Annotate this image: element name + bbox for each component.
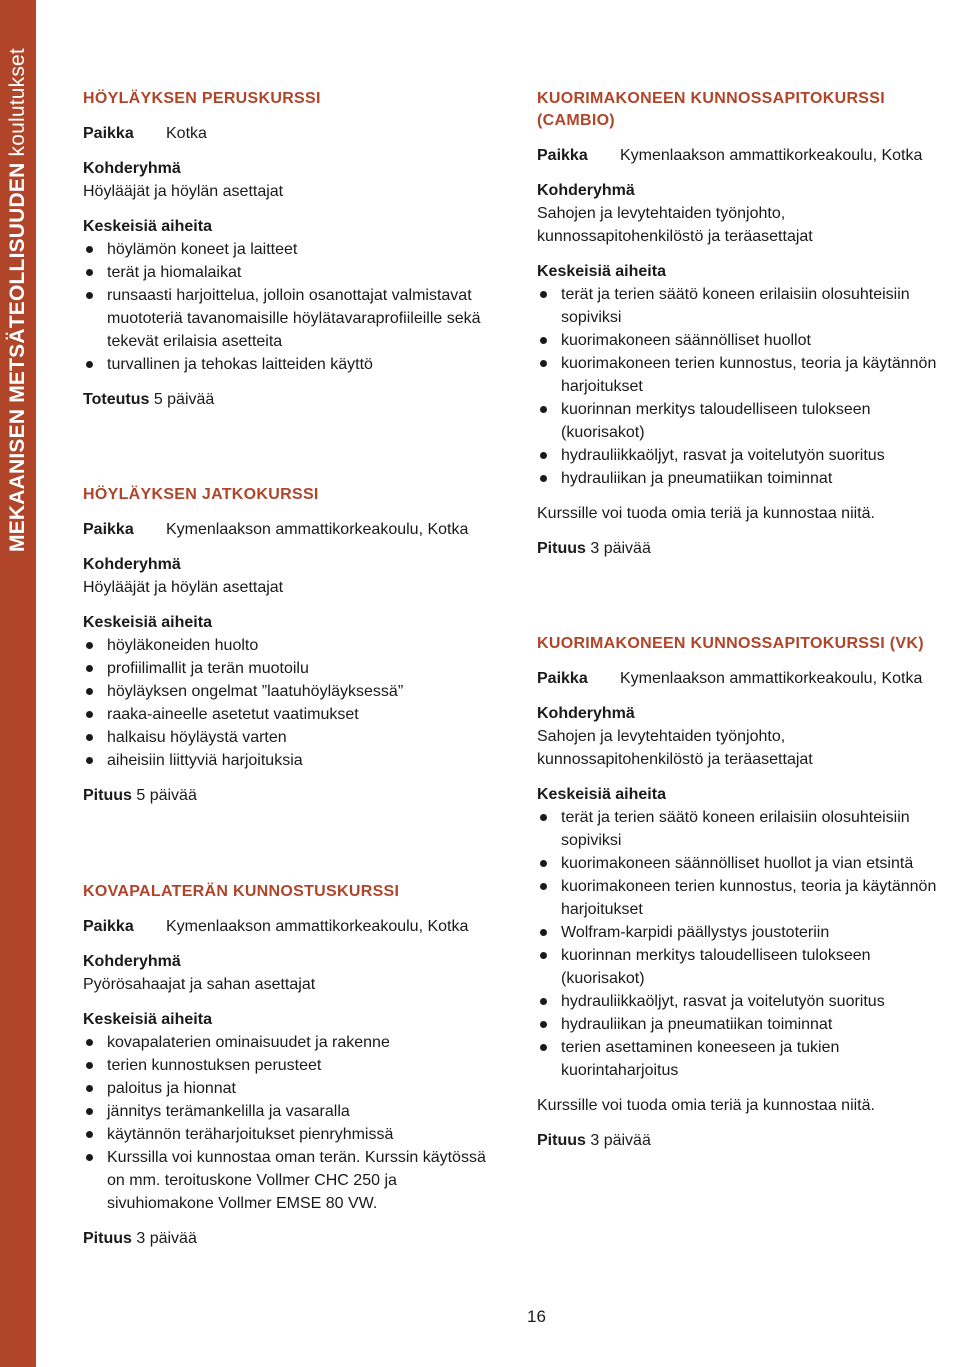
target-group-label: Kohderyhmä [83,160,181,177]
place-row [83,518,503,541]
place-value: Kymenlaakson ammattikorkeakoulu, Kotka [620,670,923,687]
duration-row [83,784,503,807]
topic-item: paloitus ja hionnat [83,1077,503,1100]
topics [83,611,503,772]
topic-item: profiilimallit ja terän muotoilu [83,657,503,680]
course-title: HÖYLÄYKSEN PERUSKURSSI [83,90,321,107]
place-label: Paikka [83,521,134,538]
topic-item: kuorinnan merkitys taloudelliseen tulokseen (kuorisakot) [537,398,871,444]
sidebar-title-light: koulutukset [6,48,29,157]
topic-item: höyläkoneiden huolto [83,634,503,657]
sidebar-title-bold: MEKAANISEN METSÄTEOLLISUUDEN [6,162,29,552]
duration-label: Pituus [83,787,132,804]
target-group-value: Höylääjät ja höylän asettajat [83,183,284,200]
topic-item: kuorimakoneen terien kunnostus, teoria ja käytännön harjoitukset [537,352,947,398]
course-kuorimakoneen-kunnossapito-cambio [537,88,947,560]
place-label: Paikka [83,918,134,935]
topic-item: kovapalaterien ominaisuudet ja rakenne [83,1031,503,1054]
place-row [83,915,503,938]
target-group-value: Sahojen ja levytehtaiden työnjohto, kunnossapitohenkilöstö ja teräasettajat [537,205,813,245]
duration-value: 3 päivää [590,540,651,557]
target-group [537,179,947,248]
topic-item: kuorimakoneen terien kunnostus, teoria ja käytännön harjoitukset [537,875,947,921]
target-group-label: Kohderyhmä [83,953,181,970]
topic-item: hydrauliikkaöljyt, rasvat ja voitelutyön suoritus [537,444,947,467]
place-row [83,122,503,145]
topics-label: Keskeisiä aiheita [537,786,666,803]
topics-list [83,1031,503,1215]
topic-item: käytännön teräharjoitukset pienryhmissä [83,1123,503,1146]
topic-item: kuorimakoneen säännölliset huollot [537,329,947,352]
topic-item: terien asettaminen koneeseen ja tukien kuorintaharjoitus [537,1036,861,1082]
topics-label: Keskeisiä aiheita [537,263,666,280]
duration-label: Pituus [537,1132,586,1149]
target-group [83,950,503,996]
duration-value: 3 päivää [590,1132,651,1149]
topics-list [83,238,503,376]
course-hoylayksen-jatkokurssi [83,484,503,807]
topic-item: Kurssilla voi kunnostaa oman terän. Kurssin käytössä on mm. teroituskone Vollmer CHC 250 ja sivuhiomakone Vollmer EMSE 80 VW. [83,1146,492,1215]
topic-item: terät ja terien säätö koneen erilaisiin olosuhteisiin sopiviksi [537,283,947,329]
course-title: HÖYLÄYKSEN JATKOKURSSI [83,486,319,503]
course-title: KUORIMAKONEEN KUNNOSSAPITOKURSSI (CAMBIO) [537,90,885,129]
duration-row [83,1227,503,1250]
sidebar-band [0,0,36,1367]
place-row [537,667,947,690]
course-title: KOVAPALATERÄN KUNNOSTUSKURSSI [83,883,400,900]
course-hoylayksen-peruskurssi [83,88,503,411]
topic-item: kuorinnan merkitys taloudelliseen tulokseen (kuorisakot) [537,944,871,990]
topic-item: terien kunnostuksen perusteet [83,1054,503,1077]
target-group-label: Kohderyhmä [537,182,635,199]
topic-item: runsaasti harjoittelua, jolloin osanottajat valmistavat muototeriä tavanomaisille höylätavaraprofiileille sekä tekevät erilaisia asetteita [83,284,503,353]
target-group [83,553,503,599]
target-group-label: Kohderyhmä [537,705,635,722]
right-column [537,88,947,1164]
place-value: Kotka [166,125,207,142]
duration-value: 3 päivää [136,1230,197,1247]
topic-item: terät ja terien säätö koneen erilaisiin olosuhteisiin sopiviksi [537,806,947,852]
duration-value: 5 päivää [153,391,215,408]
duration-value: 5 päivää [136,787,197,804]
target-group [537,702,947,771]
topics-list [537,806,947,1082]
topic-item: hydrauliikan ja pneumatiikan toiminnat [537,1013,947,1036]
topic-item: halkaisu höyläystä varten [83,726,503,749]
course-title: KUORIMAKONEEN KUNNOSSAPITOKURSSI (VK) [537,635,924,652]
place-label: Paikka [83,125,134,142]
target-group-label: Kohderyhmä [83,556,181,573]
target-group-value: Höylääjät ja höylän asettajat [83,579,284,596]
topic-item: Wolfram-karpidi päällystys joustoteriin [537,921,947,944]
place-label: Paikka [537,670,588,687]
duration-row [537,1129,947,1152]
sidebar-title [6,48,30,552]
place-row [537,144,947,167]
course-kovapalateran-kunnostuskurssi [83,881,503,1250]
topics-label: Keskeisiä aiheita [83,1011,212,1028]
course-note: Kurssille voi tuoda omia teriä ja kunnostaa niitä. [537,505,875,522]
implementation-row [83,388,503,411]
course-note: Kurssille voi tuoda omia teriä ja kunnostaa niitä. [537,1097,875,1114]
topics-label: Keskeisiä aiheita [83,218,212,235]
duration-label: Pituus [83,1230,132,1247]
topics [537,783,947,1082]
topic-item: turvallinen ja tehokas laitteiden käyttö [83,353,503,376]
topics [537,260,947,490]
place-value: Kymenlaakson ammattikorkeakoulu, Kotka [166,521,469,538]
topics-label: Keskeisiä aiheita [83,614,212,631]
target-group [83,157,503,203]
topic-item: hydrauliikkaöljyt, rasvat ja voitelutyön suoritus [537,990,947,1013]
duration-label: Pituus [537,540,586,557]
topic-item: kuorimakoneen säännölliset huollot ja vian etsintä [537,852,947,875]
topic-item: jännitys terämankelilla ja vasaralla [83,1100,503,1123]
topics [83,1008,503,1215]
place-value: Kymenlaakson ammattikorkeakoulu, Kotka [620,147,923,164]
page-number: 16 [527,1307,546,1326]
duration-row [537,537,947,560]
place-value: Kymenlaakson ammattikorkeakoulu, Kotka [166,918,469,935]
topic-item: terät ja hiomalaikat [83,261,503,284]
topic-item: raaka-aineelle asetetut vaatimukset [83,703,503,726]
place-label: Paikka [537,147,588,164]
left-column [83,88,503,1262]
topic-item: höylämön koneet ja laitteet [83,238,503,261]
topic-item: hydrauliikan ja pneumatiikan toiminnat [537,467,947,490]
topics-list [83,634,503,772]
course-kuorimakoneen-kunnossapito-vk [537,633,947,1152]
topic-item: aiheisiin liittyviä harjoituksia [83,749,503,772]
target-group-value: Pyörösahaajat ja sahan asettajat [83,976,316,993]
topics [83,215,503,376]
topics-list [537,283,947,490]
topic-item: höyläyksen ongelmat ”laatuhöyläyksessä” [83,680,503,703]
target-group-value: Sahojen ja levytehtaiden työnjohto, kunnossapitohenkilöstö ja teräasettajat [537,728,813,768]
implementation-label: Toteutus [83,391,150,408]
